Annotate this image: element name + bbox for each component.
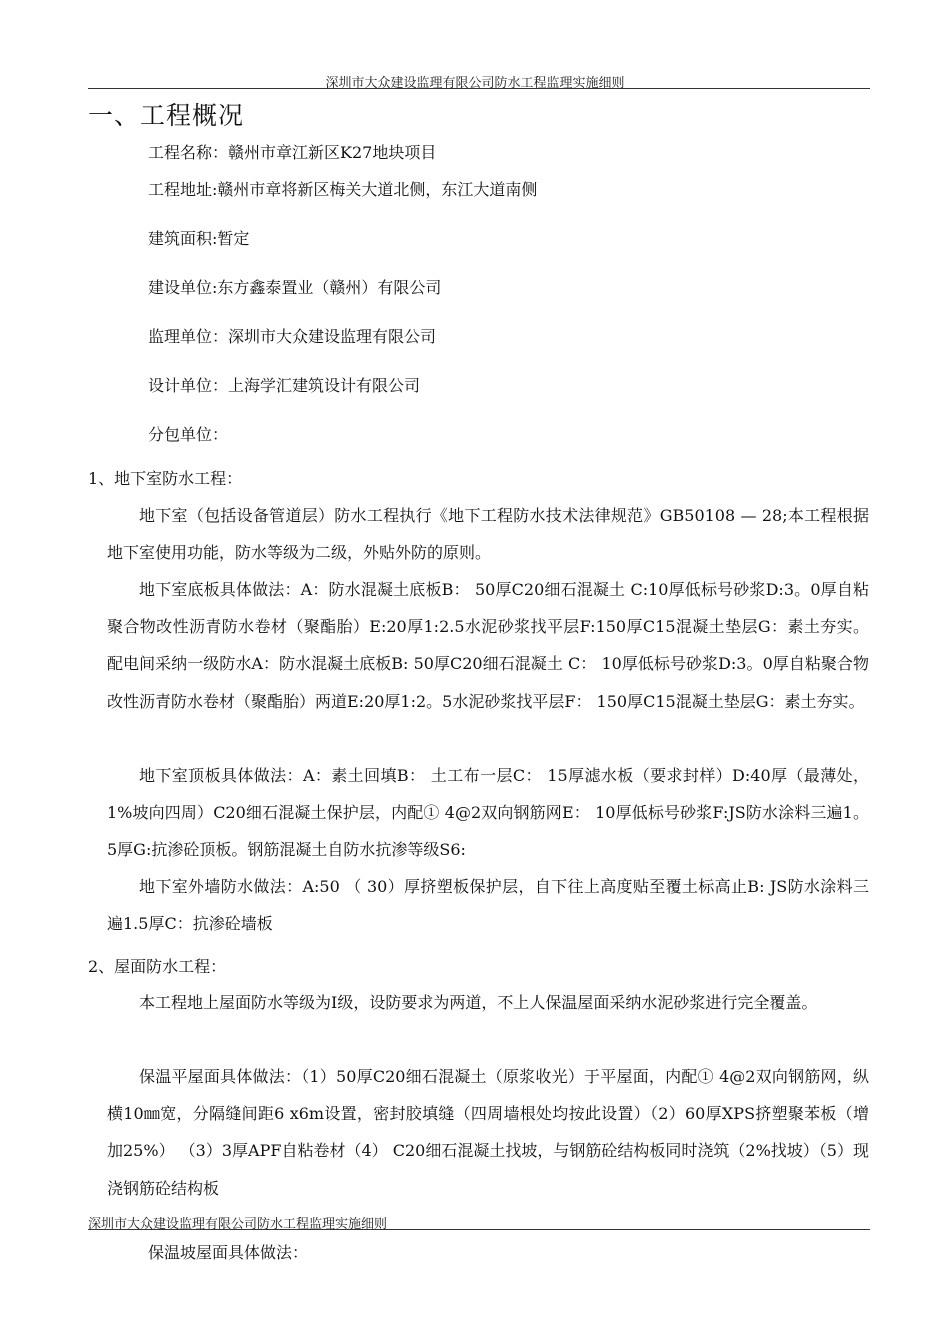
- footer-rule: [88, 1229, 870, 1230]
- section-heading: 一、工程概况: [88, 101, 245, 130]
- page-header: 深圳市大众建设监理有限公司防水工程监理实施细则: [325, 76, 625, 91]
- basement-paragraph-3: 地下室顶板具体做法：A：素土回填B： 土工布一层C： 15厚滤水板（要求封样）D:40厚（最薄处，1%坡向四周）C20细石混凝土保护层，内配① 4@2双向钢筋网E： 10厚低标号砂浆F:JS防水涂料三遍1。5厚G:抗渗砼顶板。钢筋混凝土自防水抗渗等级S6:: [107, 766, 869, 860]
- basement-heading: 1、地下室防水工程：: [88, 469, 243, 488]
- page-footer: 深圳市大众建设监理有限公司防水工程监理实施细则: [88, 1217, 388, 1232]
- basement-paragraph-4: 地下室外墙防水做法：A:50 （ 30）厚挤塑板保护层，自下往上高度贴至覆土标高止B: JS防水涂料三遍1.5厚C：抗渗砼墙板: [107, 877, 869, 934]
- construction-unit: 建设单位:东方鑫泰置业（赣州）有限公司: [148, 278, 442, 297]
- roof-paragraph-2: 保温平屋面具体做法：（1）50厚C20细石混凝土（原浆收光）于平屋面，内配① 4@2双向钢筋网，纵横10㎜宽，分隔缝间距6 x6m设置，密封胶填缝（四周墙根处均按此设置）（2）60厚XPS挤塑聚苯板（增加25%） （3）3厚APF自粘卷材（4） C20细石混凝土找坡，与钢筋砼结构板同时浇筑（2%找坡）（5）现浇钢筋砼结构板: [107, 1067, 869, 1198]
- roof-heading: 2、屋面防水工程：: [88, 957, 227, 976]
- roof-paragraph-3: 保温坡屋面具体做法：: [148, 1243, 309, 1262]
- project-name: 工程名称：赣州市章江新区K27地块项目: [148, 143, 437, 162]
- design-unit: 设计单位：上海学汇建筑设计有限公司: [148, 376, 421, 395]
- header-rule: [88, 88, 870, 89]
- basement-paragraph-2: 地下室底板具体做法：A：防水混凝土底板B： 50厚C20细石混凝土 C:10厚低标号砂浆D:3。0厚自粘聚合物改性沥青防水卷材（聚酯胎）E:20厚1:2.5水泥砂浆找平层F:150厚C15混凝土垫层G：素土夯实。配电间采纳一级防水A：防水混凝土底板B: 50厚C20细石混凝土 C： 10厚低标号砂浆D:3。0厚自粘聚合物改性沥青防水卷材（聚酯胎）两道E:20厚1:2。5水泥砂浆找平层F： 150厚C15混凝土垫层G：素土夯实。: [107, 580, 869, 711]
- subcontract-unit: 分包单位：: [148, 425, 229, 444]
- building-area: 建筑面积:暂定: [148, 229, 250, 248]
- supervision-unit: 监理单位：深圳市大众建设监理有限公司: [148, 327, 437, 346]
- basement-paragraph-1: 地下室（包括设备管道层）防水工程执行《地下工程防水技术法律规范》GB50108 — 28;本工程根据地下室使用功能，防水等级为二级，外贴外防的原则。: [107, 506, 869, 563]
- project-address: 工程地址:赣州市章将新区梅关大道北侧，东江大道南侧: [148, 180, 538, 199]
- roof-paragraph-1: 本工程地上屋面防水等级为Ⅰ级，设防要求为两道，不上人保温屋面采纳水泥砂浆进行完全覆盖。: [139, 993, 818, 1012]
